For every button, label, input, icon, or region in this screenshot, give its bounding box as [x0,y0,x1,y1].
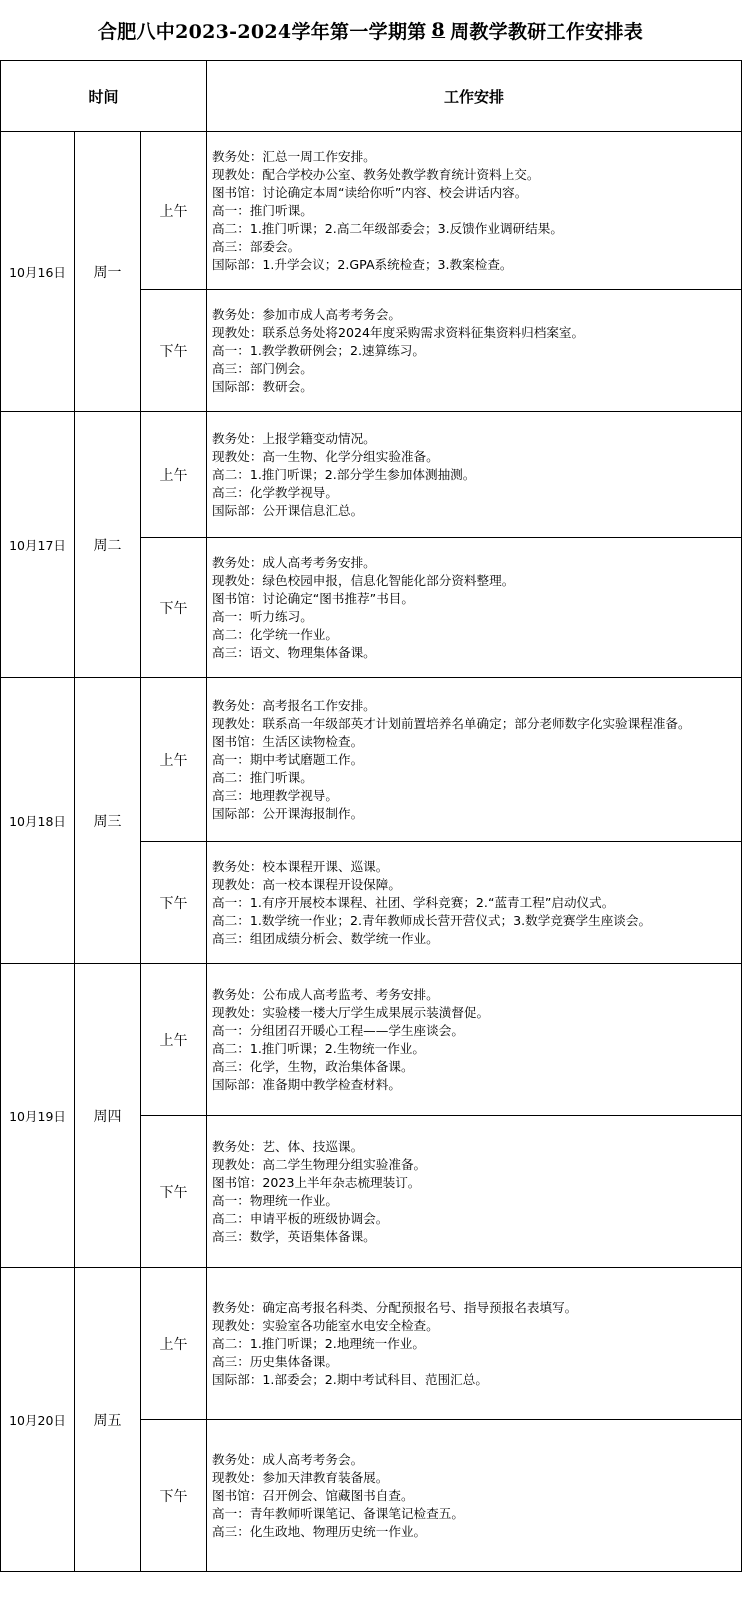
task-line: 高三：部委会。 [212,238,301,254]
task-line: 现教处：实验室各功能室水电安全检查。 [212,1317,439,1333]
task-line: 高三：语文、物理集体备课。 [212,644,376,660]
task-line: 现教处：实验楼一楼大厅学生成果展示装潢督促。 [212,1004,490,1020]
time-header: 时间 [1,61,207,132]
weekday-cell: 周一 [75,132,141,412]
task-line: 高二：1.推门听课；2.生物统一作业。 [212,1040,425,1056]
task-line: 国际部：公开课海报制作。 [212,805,364,821]
afternoon-tasks [207,290,742,412]
date-cell: 10月17日 [1,412,75,678]
task-line: 高二：申请平板的班级协调会。 [212,1210,389,1226]
task-line: 教务处：成人高考考务会。 [212,1451,364,1467]
task-line: 现教处：配合学校办公室、教务处教学教育统计资料上交。 [212,166,540,182]
work-header: 工作安排 [207,61,742,132]
task-line: 高二：1.推门听课；2.部分学生参加体测抽测。 [212,466,476,482]
task-line: 高一：期中考试磨题工作。 [212,751,364,767]
date-cell: 10月20日 [1,1268,75,1572]
morning-tasks [207,412,742,538]
task-line: 现教处：联系总务处将2024年度采购需求资料征集资料归档案室。 [212,324,585,340]
task-line: 高二：化学统一作业。 [212,626,338,642]
page-title [0,0,741,60]
task-line: 教务处：公布成人高考监考、考务安排。 [212,986,439,1002]
weekday-cell: 周二 [75,412,141,678]
morning-label: 上午 [141,1268,207,1420]
date-cell: 10月18日 [1,678,75,964]
schedule-table [0,60,742,1572]
afternoon-tasks [207,538,742,678]
task-line: 高一：1.教学教研例会；2.速算练习。 [212,342,425,358]
afternoon-label: 下午 [141,538,207,678]
task-line: 国际部：1.升学会议；2.GPA系统检查；3.教案检查。 [212,256,513,272]
task-line: 高三：组团成绩分析会、数学统一作业。 [212,930,439,946]
task-line: 教务处：校本课程开课、巡课。 [212,858,389,874]
morning-tasks [207,132,742,290]
task-line: 现教处：联系高一年级部英才计划前置培养名单确定；部分老师数字化实验课程准备。 [212,715,691,731]
task-line: 国际部：1.部委会；2.期中考试科目、范围汇总。 [212,1371,488,1387]
afternoon-label: 下午 [141,1116,207,1268]
date-cell: 10月19日 [1,964,75,1268]
task-line: 教务处：成人高考考务安排。 [212,554,376,570]
afternoon-tasks [207,1420,742,1572]
title-suffix: 周教学教研工作安排表 [450,20,644,43]
task-line: 高三：化学，生物，政治集体备课。 [212,1058,414,1074]
task-line: 高一：青年教师听课笔记、备课笔记检查五。 [212,1505,464,1521]
task-line: 图书馆：讨论确定“图书推荐”书目。 [212,590,414,606]
header-row [1,61,742,132]
task-line: 国际部：教研会。 [212,378,313,394]
task-line: 高一：听力练习。 [212,608,313,624]
date-cell: 10月16日 [1,132,75,412]
task-line: 高三：地理教学视导。 [212,787,338,803]
afternoon-tasks [207,1116,742,1268]
task-line: 高二：1.数学统一作业；2.青年教师成长营开营仪式；3.数学竞赛学生座谈会。 [212,912,652,928]
table-row [1,412,742,538]
task-line: 高一：1.有序开展校本课程、社团、学科竞赛；2.“蓝青工程”启动仪式。 [212,894,615,910]
morning-label: 上午 [141,964,207,1116]
task-line: 图书馆：2023上半年杂志梳理装订。 [212,1174,421,1190]
task-line: 图书馆：召开例会、馆藏图书自查。 [212,1487,414,1503]
task-line: 现教处：高一校本课程开设保障。 [212,876,401,892]
task-line: 高一：推门听课。 [212,202,313,218]
afternoon-tasks [207,842,742,964]
table-row [1,678,742,842]
weekday-cell: 周三 [75,678,141,964]
task-line: 高三：化生政地、物理历史统一作业。 [212,1523,427,1539]
task-line: 国际部：公开课信息汇总。 [212,502,364,518]
task-line: 高一：分组团召开暖心工程——学生座谈会。 [212,1022,464,1038]
task-line: 教务处：艺、体、技巡课。 [212,1138,364,1154]
table-row [1,964,742,1116]
task-line: 教务处：确定高考报名科类、分配预报名号、指导预报名表填写。 [212,1299,578,1315]
afternoon-label: 下午 [141,1420,207,1572]
morning-label: 上午 [141,678,207,842]
title-week-number: 8 [431,19,446,41]
task-line: 高三：部门例会。 [212,360,313,376]
task-line: 高三：数学，英语集体备课。 [212,1228,376,1244]
morning-tasks [207,1268,742,1420]
task-line: 高一：物理统一作业。 [212,1192,338,1208]
task-line: 高三：化学教学视导。 [212,484,338,500]
task-line: 高二：推门听课。 [212,769,313,785]
table-row [1,1268,742,1420]
task-line: 教务处：上报学籍变动情况。 [212,430,376,446]
task-line: 高三：历史集体备课。 [212,1353,338,1369]
task-line: 现教处：绿色校园申报，信息化智能化部分资料整理。 [212,572,515,588]
task-line: 图书馆：生活区读物检查。 [212,733,364,749]
task-line: 教务处：高考报名工作安排。 [212,697,376,713]
task-line: 高二：1.推门听课；2.高二年级部委会；3.反馈作业调研结果。 [212,220,563,236]
task-line: 现教处：参加天津教育装备展。 [212,1469,389,1485]
afternoon-label: 下午 [141,842,207,964]
morning-tasks [207,678,742,842]
afternoon-label: 下午 [141,290,207,412]
weekday-cell: 周五 [75,1268,141,1572]
morning-label: 上午 [141,412,207,538]
morning-tasks [207,964,742,1116]
task-line: 国际部：准备期中教学检查材料。 [212,1076,401,1092]
task-line: 教务处：参加市成人高考考务会。 [212,306,401,322]
task-line: 高二：1.推门听课；2.地理统一作业。 [212,1335,425,1351]
task-line: 现教处：高二学生物理分组实验准备。 [212,1156,427,1172]
task-line: 现教处：高一生物、化学分组实验准备。 [212,448,439,464]
title-prefix: 合肥八中2023-2024学年第一学期第 [97,20,427,43]
task-line: 图书馆：讨论确定本周“读给你听”内容、校会讲话内容。 [212,184,528,200]
morning-label: 上午 [141,132,207,290]
weekday-cell: 周四 [75,964,141,1268]
table-row [1,132,742,290]
task-line: 教务处：汇总一周工作安排。 [212,148,376,164]
